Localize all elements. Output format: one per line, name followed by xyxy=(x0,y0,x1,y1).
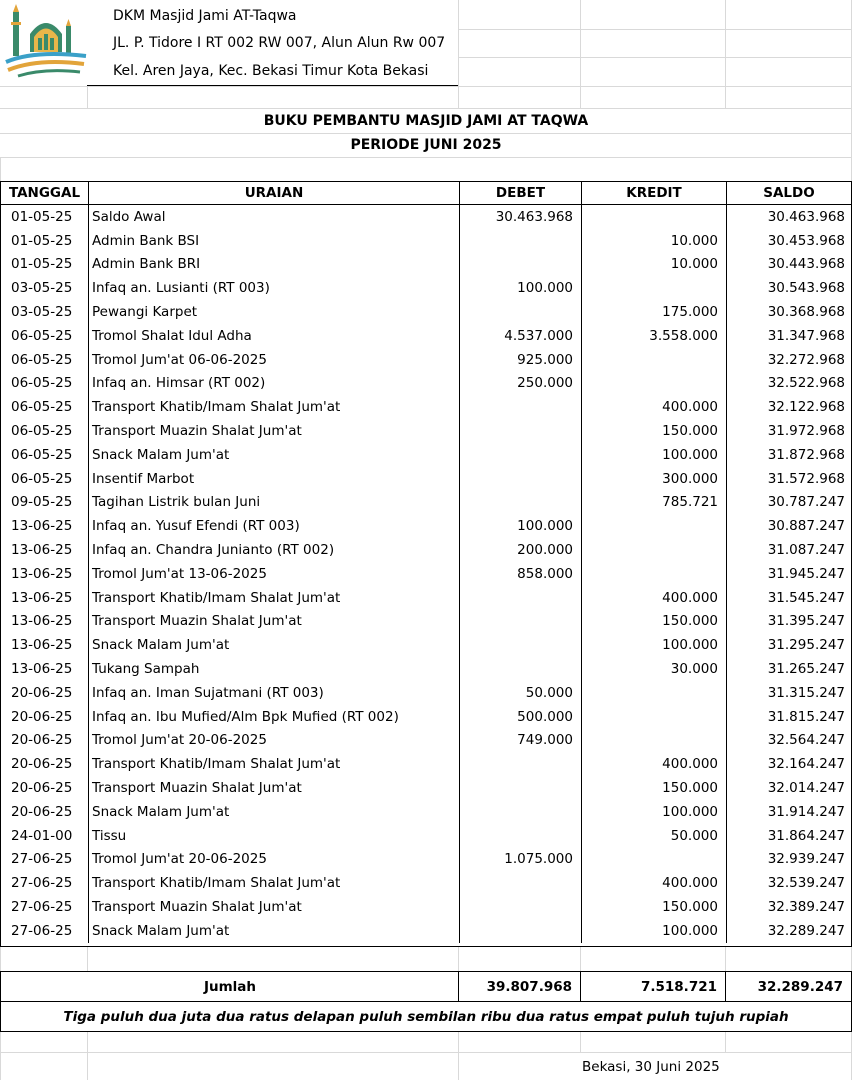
table-row xyxy=(1,395,852,419)
cell-kredit: 100.000 xyxy=(581,443,726,467)
cell-tanggal: 06-05-25 xyxy=(11,351,73,368)
cell-tanggal: 20-06-25 xyxy=(11,708,73,725)
cell-saldo: 31.347.968 xyxy=(726,324,852,348)
cell-debet xyxy=(459,610,581,634)
cell-uraian: Tromol Shalat Idul Adha xyxy=(88,324,459,348)
cell-tanggal: 13-06-25 xyxy=(11,589,73,606)
cell-uraian: Admin Bank BRI xyxy=(88,253,459,277)
cell-uraian: Snack Malam Jum'at xyxy=(88,919,459,943)
table-row xyxy=(1,253,852,277)
cell-uraian: Transport Muazin Shalat Jum'at xyxy=(88,610,459,634)
table-row xyxy=(1,681,852,705)
table-row xyxy=(1,562,852,586)
cell-kredit xyxy=(581,372,726,396)
cell-saldo: 32.522.968 xyxy=(726,372,852,396)
cell-tanggal: 01-05-25 xyxy=(11,232,73,249)
col-header-kredit: KREDIT xyxy=(581,182,726,204)
cell-tanggal: 01-05-25 xyxy=(11,256,73,273)
footer-row xyxy=(0,1053,852,1080)
cell-debet xyxy=(459,919,581,943)
col-header-saldo: SALDO xyxy=(726,182,851,204)
cell-debet: 30.463.968 xyxy=(459,205,581,229)
cell-tanggal: 13-06-25 xyxy=(11,613,73,630)
table-row xyxy=(1,276,852,300)
cell-debet xyxy=(459,443,581,467)
cell-tanggal: 13-06-25 xyxy=(11,661,73,678)
table-row xyxy=(1,610,852,634)
cell-tanggal: 20-06-25 xyxy=(11,756,73,773)
cell-kredit: 150.000 xyxy=(581,419,726,443)
cell-saldo: 30.543.968 xyxy=(726,276,852,300)
table-row xyxy=(1,514,852,538)
cell-tanggal: 13-06-25 xyxy=(11,637,73,654)
cell-saldo: 31.315.247 xyxy=(726,681,852,705)
cell-uraian: Transport Khatib/Imam Shalat Jum'at xyxy=(88,395,459,419)
cell-uraian: Infaq an. Lusianti (RT 003) xyxy=(88,276,459,300)
cell-debet: 925.000 xyxy=(459,348,581,372)
cell-kredit: 50.000 xyxy=(581,824,726,848)
cell-saldo: 31.864.247 xyxy=(726,824,852,848)
cell-tanggal: 27-06-25 xyxy=(11,851,73,868)
cell-tanggal: 03-05-25 xyxy=(11,304,73,321)
total-kredit: 7.518.721 xyxy=(580,972,725,1001)
table-row xyxy=(1,205,852,229)
cell-uraian: Tromol Jum'at 20-06-2025 xyxy=(88,848,459,872)
cell-debet xyxy=(459,800,581,824)
cell-kredit: 100.000 xyxy=(581,800,726,824)
cell-uraian: Snack Malam Jum'at xyxy=(88,443,459,467)
ledger-table xyxy=(0,181,852,947)
table-row xyxy=(1,776,852,800)
cell-debet xyxy=(459,419,581,443)
cell-debet xyxy=(459,776,581,800)
cell-debet xyxy=(459,300,581,324)
cell-kredit: 175.000 xyxy=(581,300,726,324)
cell-kredit xyxy=(581,538,726,562)
cell-uraian: Snack Malam Jum'at xyxy=(88,800,459,824)
title-row-1 xyxy=(0,108,852,133)
cell-tanggal: 06-05-25 xyxy=(11,470,73,487)
cell-debet xyxy=(459,657,581,681)
report-title: BUKU PEMBANTU MASJID JAMI AT TAQWA xyxy=(263,112,589,129)
table-row xyxy=(1,467,852,491)
terbilang-text: Tiga puluh dua juta dua ratus delapan puluh sembilan ribu dua ratus empat puluh tujuh rupiah xyxy=(63,1008,789,1025)
cell-tanggal: 06-05-25 xyxy=(11,327,73,344)
cell-saldo: 31.395.247 xyxy=(726,610,852,634)
cell-saldo: 31.945.247 xyxy=(726,562,852,586)
cell-debet: 50.000 xyxy=(459,681,581,705)
cell-kredit xyxy=(581,729,726,753)
cell-uraian: Insentif Marbot xyxy=(88,467,459,491)
cell-debet: 4.537.000 xyxy=(459,324,581,348)
cell-saldo: 30.443.968 xyxy=(726,253,852,277)
table-row xyxy=(1,800,852,824)
cell-uraian: Snack Malam Jum'at xyxy=(88,633,459,657)
table-row xyxy=(1,300,852,324)
table-row xyxy=(1,919,852,943)
cell-kredit: 400.000 xyxy=(581,586,726,610)
report-period: PERIODE JUNI 2025 xyxy=(350,137,502,153)
cell-debet xyxy=(459,395,581,419)
cell-tanggal: 20-06-25 xyxy=(11,780,73,797)
cell-debet xyxy=(459,467,581,491)
table-row xyxy=(1,895,852,919)
col-header-debet: DEBET xyxy=(459,182,581,204)
cell-uraian: Transport Muazin Shalat Jum'at xyxy=(88,419,459,443)
cell-debet xyxy=(459,633,581,657)
cell-tanggal: 27-06-25 xyxy=(11,875,73,892)
cell-uraian: Saldo Awal xyxy=(88,205,459,229)
cell-tanggal: 06-05-25 xyxy=(11,446,73,463)
table-row xyxy=(1,229,852,253)
total-saldo: 32.289.247 xyxy=(725,972,851,1001)
cell-uraian: Infaq an. Himsar (RT 002) xyxy=(88,372,459,396)
cell-kredit xyxy=(581,848,726,872)
org-address-line-1: JL. P. Tidore I RT 002 RW 007, Alun Alun Rw 007 xyxy=(113,35,446,51)
cell-kredit xyxy=(581,276,726,300)
cell-saldo: 31.087.247 xyxy=(726,538,852,562)
cell-saldo: 31.914.247 xyxy=(726,800,852,824)
cell-uraian: Tukang Sampah xyxy=(88,657,459,681)
cell-saldo: 30.787.247 xyxy=(726,491,852,515)
cell-kredit: 100.000 xyxy=(581,633,726,657)
cell-uraian: Transport Muazin Shalat Jum'at xyxy=(88,895,459,919)
cell-debet xyxy=(459,491,581,515)
cell-saldo: 32.122.968 xyxy=(726,395,852,419)
cell-tanggal: 13-06-25 xyxy=(11,565,73,582)
cell-debet xyxy=(459,586,581,610)
table-header-row xyxy=(1,182,852,205)
table-row xyxy=(1,824,852,848)
cell-uraian: Tissu xyxy=(88,824,459,848)
cell-uraian: Transport Muazin Shalat Jum'at xyxy=(88,776,459,800)
cell-debet: 100.000 xyxy=(459,276,581,300)
cell-uraian: Pewangi Karpet xyxy=(88,300,459,324)
cell-saldo: 30.887.247 xyxy=(726,514,852,538)
cell-tanggal: 01-05-25 xyxy=(11,208,73,225)
cell-uraian: Infaq an. Yusuf Efendi (RT 003) xyxy=(88,514,459,538)
cell-debet xyxy=(459,253,581,277)
col-header-tanggal: TANGGAL xyxy=(8,185,81,201)
cell-tanggal: 06-05-25 xyxy=(11,399,73,416)
cell-tanggal: 06-05-25 xyxy=(11,423,73,440)
cell-uraian: Tromol Jum'at 20-06-2025 xyxy=(88,729,459,753)
table-row xyxy=(1,657,852,681)
cell-kredit: 150.000 xyxy=(581,776,726,800)
table-row xyxy=(1,633,852,657)
cell-kredit: 785.721 xyxy=(581,491,726,515)
cell-kredit xyxy=(581,562,726,586)
cell-debet: 500.000 xyxy=(459,705,581,729)
cell-debet xyxy=(459,229,581,253)
cell-saldo: 32.014.247 xyxy=(726,776,852,800)
cell-kredit: 400.000 xyxy=(581,752,726,776)
cell-uraian: Transport Khatib/Imam Shalat Jum'at xyxy=(88,871,459,895)
table-row xyxy=(1,443,852,467)
cell-kredit: 3.558.000 xyxy=(581,324,726,348)
total-row xyxy=(0,971,852,1002)
cell-kredit: 150.000 xyxy=(581,610,726,634)
cell-kredit: 400.000 xyxy=(581,395,726,419)
cell-saldo: 30.463.968 xyxy=(726,205,852,229)
cell-debet: 100.000 xyxy=(459,514,581,538)
col-header-uraian: URAIAN xyxy=(88,182,459,204)
cell-saldo: 32.539.247 xyxy=(726,871,852,895)
cell-kredit xyxy=(581,681,726,705)
cell-kredit xyxy=(581,348,726,372)
cell-debet: 858.000 xyxy=(459,562,581,586)
cell-uraian: Infaq an. Chandra Junianto (RT 002) xyxy=(88,538,459,562)
cell-debet: 250.000 xyxy=(459,372,581,396)
place-date: Bekasi, 30 Juni 2025 xyxy=(582,1058,720,1075)
cell-tanggal: 03-05-25 xyxy=(11,280,73,297)
cell-kredit: 10.000 xyxy=(581,229,726,253)
cell-uraian: Tromol Jum'at 06-06-2025 xyxy=(88,348,459,372)
cell-debet xyxy=(459,871,581,895)
cell-tanggal: 13-06-25 xyxy=(11,542,73,559)
cell-tanggal: 09-05-25 xyxy=(11,494,73,511)
table-row xyxy=(1,705,852,729)
cell-debet: 200.000 xyxy=(459,538,581,562)
cell-tanggal: 27-06-25 xyxy=(11,899,73,916)
cell-kredit: 150.000 xyxy=(581,895,726,919)
table-row xyxy=(1,848,852,872)
cell-saldo: 31.572.968 xyxy=(726,467,852,491)
cell-saldo: 32.272.968 xyxy=(726,348,852,372)
cell-debet: 1.075.000 xyxy=(459,848,581,872)
cell-kredit: 300.000 xyxy=(581,467,726,491)
cell-debet: 749.000 xyxy=(459,729,581,753)
cell-saldo: 31.815.247 xyxy=(726,705,852,729)
cell-saldo: 32.164.247 xyxy=(726,752,852,776)
table-row xyxy=(1,491,852,515)
cell-uraian: Infaq an. Ibu Mufied/Alm Bpk Mufied (RT 002) xyxy=(88,705,459,729)
cell-saldo: 32.289.247 xyxy=(726,919,852,943)
cell-uraian: Tagihan Listrik bulan Juni xyxy=(88,491,459,515)
table-row xyxy=(1,871,852,895)
cell-saldo: 32.939.247 xyxy=(726,848,852,872)
cell-uraian: Infaq an. Iman Sujatmani (RT 003) xyxy=(88,681,459,705)
cell-saldo: 30.453.968 xyxy=(726,229,852,253)
table-row xyxy=(1,372,852,396)
cell-tanggal: 13-06-25 xyxy=(11,518,73,535)
cell-tanggal: 24-01-00 xyxy=(11,827,73,844)
cell-kredit xyxy=(581,705,726,729)
cell-debet xyxy=(459,824,581,848)
cell-kredit xyxy=(581,514,726,538)
cell-tanggal: 27-06-25 xyxy=(11,922,73,939)
table-row xyxy=(1,752,852,776)
table-row xyxy=(1,538,852,562)
cell-tanggal: 20-06-25 xyxy=(11,684,73,701)
cell-saldo: 32.389.247 xyxy=(726,895,852,919)
cell-debet xyxy=(459,752,581,776)
table-row xyxy=(1,419,852,443)
cell-saldo: 31.295.247 xyxy=(726,633,852,657)
total-debet: 39.807.968 xyxy=(458,972,580,1001)
table-row xyxy=(1,586,852,610)
cell-uraian: Transport Khatib/Imam Shalat Jum'at xyxy=(88,586,459,610)
cell-kredit: 400.000 xyxy=(581,871,726,895)
table-row xyxy=(1,729,852,753)
cell-kredit: 30.000 xyxy=(581,657,726,681)
org-address-line-2: Kel. Aren Jaya, Kec. Bekasi Timur Kota Bekasi xyxy=(113,63,429,79)
cell-saldo: 30.368.968 xyxy=(726,300,852,324)
table-row xyxy=(1,324,852,348)
table-row xyxy=(1,348,852,372)
cell-kredit: 100.000 xyxy=(581,919,726,943)
cell-kredit: 10.000 xyxy=(581,253,726,277)
cell-saldo: 31.872.968 xyxy=(726,443,852,467)
cell-saldo: 31.972.968 xyxy=(726,419,852,443)
title-row-2 xyxy=(0,133,852,157)
cell-tanggal: 06-05-25 xyxy=(11,375,73,392)
cell-uraian: Transport Khatib/Imam Shalat Jum'at xyxy=(88,752,459,776)
cell-saldo: 31.265.247 xyxy=(726,657,852,681)
cell-debet xyxy=(459,895,581,919)
cell-saldo: 32.564.247 xyxy=(726,729,852,753)
total-label: Jumlah xyxy=(203,978,257,995)
cell-uraian: Tromol Jum'at 13-06-2025 xyxy=(88,562,459,586)
terbilang-row xyxy=(0,1002,852,1032)
cell-kredit xyxy=(581,205,726,229)
org-name: DKM Masjid Jami AT-Taqwa xyxy=(113,7,297,24)
cell-uraian: Admin Bank BSI xyxy=(88,229,459,253)
cell-tanggal: 20-06-25 xyxy=(11,732,73,749)
cell-saldo: 31.545.247 xyxy=(726,586,852,610)
cell-tanggal: 20-06-25 xyxy=(11,803,73,820)
